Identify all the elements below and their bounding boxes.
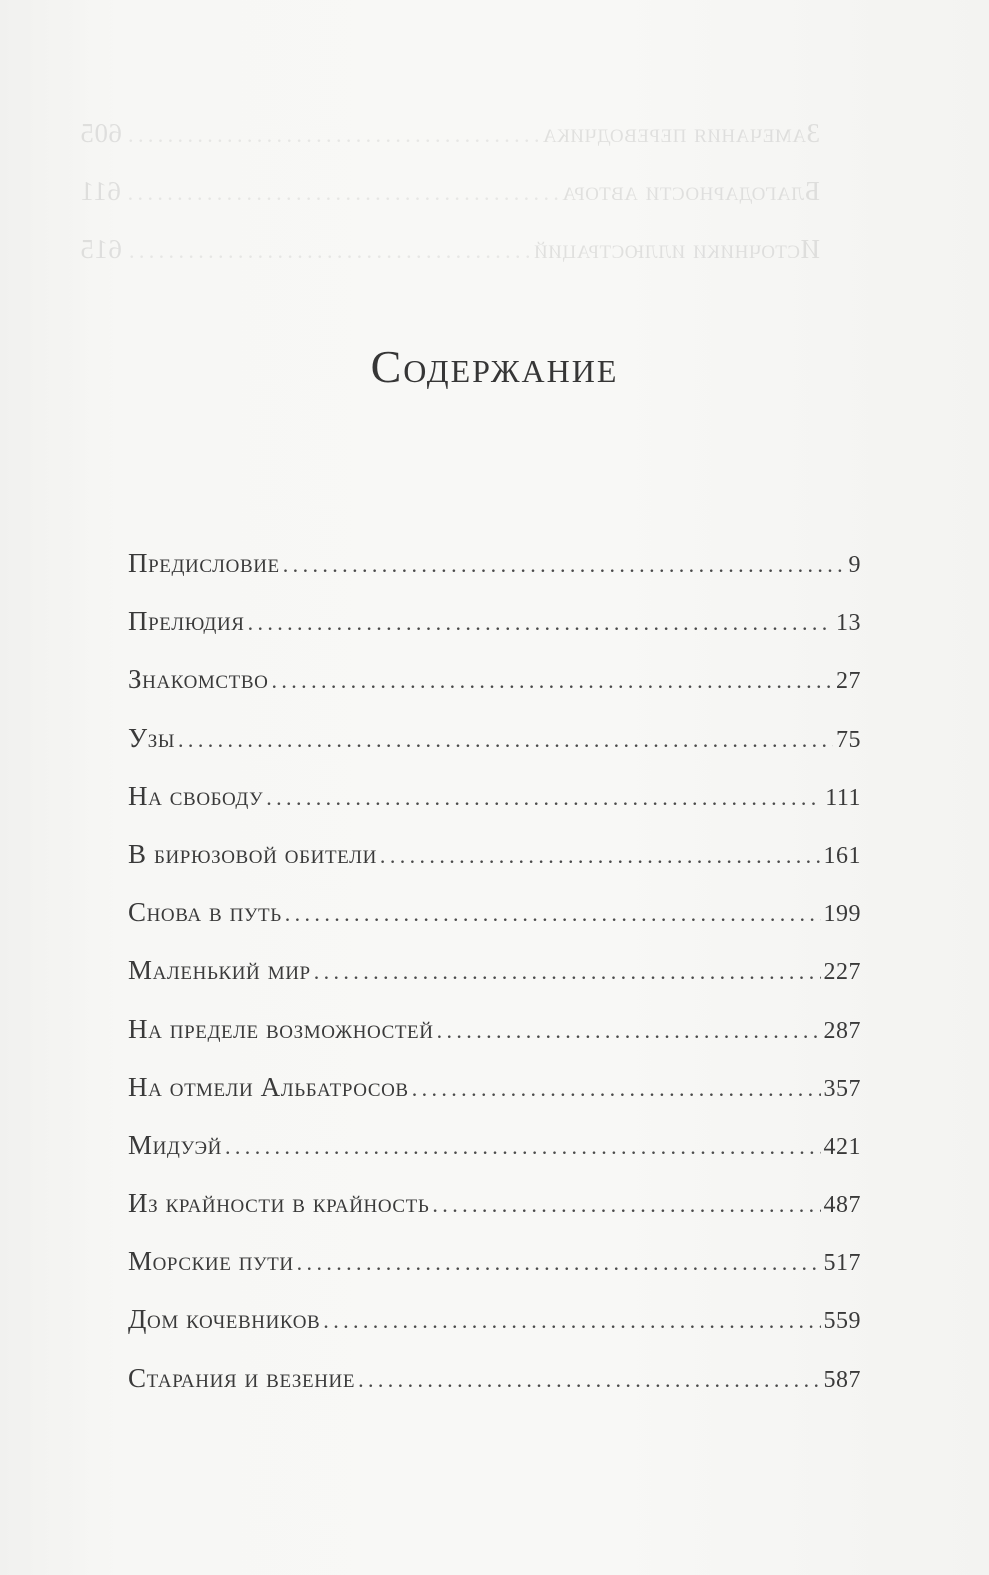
toc-entry-title: Морские пути: [128, 1246, 294, 1277]
toc-entry-page: 9: [848, 552, 861, 578]
toc-entry-page: 111: [825, 784, 861, 811]
leader-dots: [380, 843, 821, 869]
leader-dots: [125, 238, 530, 264]
leader-dots: [283, 552, 846, 578]
toc-entry-title: Снова в путь: [128, 897, 282, 928]
leader-dots: [412, 1076, 821, 1102]
toc-entry-page: 13: [836, 610, 861, 637]
leader-dots: [266, 785, 822, 811]
bleed-through-line: [80, 234, 820, 292]
toc-entry[interactable]: [128, 723, 861, 781]
toc-entry-title: На пределе возможностей: [128, 1013, 434, 1044]
bleed-through-page: 611: [80, 176, 121, 206]
leader-dots: [271, 668, 833, 694]
toc-entry-page: 487: [823, 1192, 861, 1219]
toc-entry[interactable]: [128, 781, 861, 839]
bleed-through-line: [80, 176, 820, 234]
bleed-through-page: 615: [80, 234, 122, 264]
toc-entry-page: 75: [836, 726, 861, 753]
toc-entry[interactable]: [128, 1188, 861, 1246]
toc-entry-title: В бирюзовой обители: [128, 838, 377, 869]
toc-entry-title: На свободу: [128, 780, 264, 811]
toc-entry-title: Из крайности в крайность: [128, 1188, 430, 1219]
toc-entry[interactable]: [128, 1072, 861, 1130]
toc-entry[interactable]: [128, 1363, 861, 1421]
leader-dots: [248, 610, 833, 636]
leader-dots: [285, 901, 821, 927]
toc-entry-page: 357: [823, 1075, 861, 1102]
bleed-through-line: [80, 118, 820, 176]
bleed-through-label: Замечания переводчика: [542, 118, 820, 148]
toc-entry-title: Старания и везение: [128, 1362, 356, 1393]
bleed-through-label: Благодарности автора: [561, 176, 820, 206]
toc-entry-title: Узы: [128, 722, 176, 753]
toc-entry-page: 587: [823, 1366, 861, 1393]
toc-entry[interactable]: [128, 839, 861, 897]
toc-entry-title: На отмели Альбатросов: [128, 1071, 409, 1102]
toc-entry-title: Маленький мир: [128, 955, 311, 986]
toc-entry[interactable]: [128, 1130, 861, 1188]
toc-entry-title: Знакомство: [128, 664, 269, 695]
leader-dots: [225, 1134, 821, 1160]
page-title: Содержание: [370, 341, 619, 392]
toc-entry[interactable]: [128, 606, 861, 664]
toc-entry-title: Мидуэй: [128, 1129, 222, 1160]
toc-entry[interactable]: [128, 1304, 861, 1362]
leader-dots: [358, 1367, 820, 1393]
toc-entry-page: 559: [823, 1308, 861, 1335]
leader-dots: [125, 122, 539, 148]
toc-entry[interactable]: [128, 1014, 861, 1072]
toc-entry-page: 517: [823, 1250, 861, 1277]
bleed-through-page: 605: [80, 118, 122, 148]
leader-dots: [432, 1192, 820, 1218]
toc-entry[interactable]: [128, 548, 861, 606]
leader-dots: [178, 727, 833, 753]
toc-entry[interactable]: [128, 1246, 861, 1304]
toc-entry-page: 287: [823, 1017, 861, 1044]
toc-entry-title: Прелюдия: [128, 606, 245, 637]
toc-entry[interactable]: [128, 897, 861, 955]
toc-entry-page: 199: [823, 901, 861, 928]
leader-dots: [437, 1018, 821, 1044]
bleed-through-label: Источники иллюстраций: [533, 234, 820, 264]
toc-entry-title: Предисловие: [128, 548, 280, 578]
toc-entry-title: Дом кочевников: [128, 1304, 321, 1335]
leader-dots: [323, 1308, 820, 1334]
leader-dots: [297, 1250, 821, 1276]
table-of-contents: [128, 548, 861, 1421]
leader-dots: [124, 180, 559, 206]
bleed-through-text: [80, 118, 820, 292]
toc-entry[interactable]: [128, 664, 861, 722]
toc-entry-page: 161: [823, 842, 861, 869]
leader-dots: [314, 959, 821, 985]
toc-entry[interactable]: [128, 955, 861, 1013]
toc-entry-page: 227: [823, 959, 861, 986]
toc-entry-page: 421: [823, 1133, 861, 1160]
toc-entry-page: 27: [836, 668, 861, 695]
